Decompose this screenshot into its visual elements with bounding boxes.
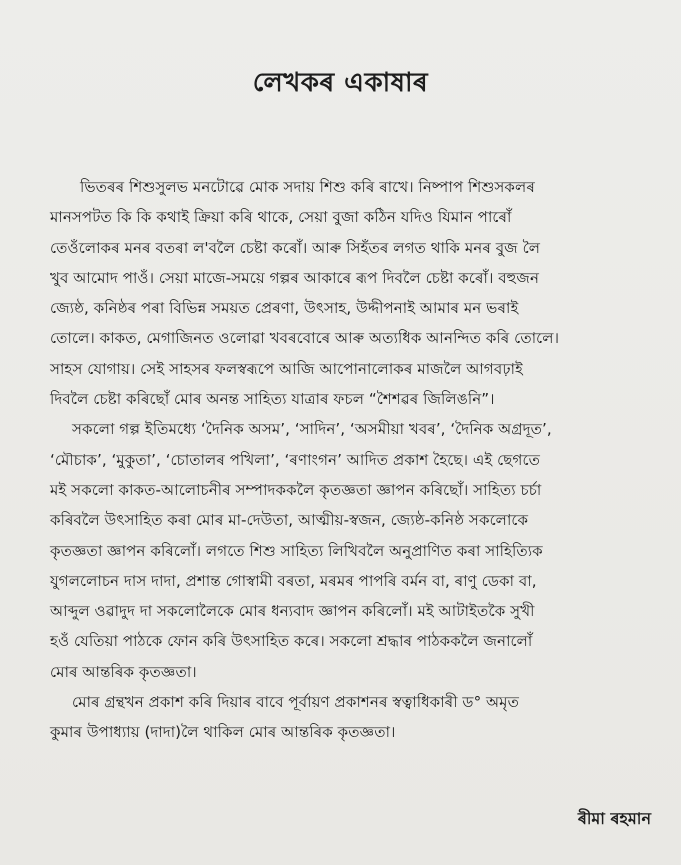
text-line: আব্দুল ওৱাদুদ দা সকলোলৈকে মোৰ ধন্যবাদ জ্ঞাপন কৰিলোঁ। মই আটাইতকৈ সুখী [50,602,535,621]
page-title: লেখকৰ একাষাৰ [252,68,429,98]
text-line: যুগললোচন দাস দাদা, প্ৰশান্ত গোস্বামী বৰতা, মৰমৰ পাপৰি বৰ্মন বা, ৰাণু ডেকা বা, [50,571,537,590]
text-line: ‘মৌচাক’, ‘মুকুতা’, ‘চোতালৰ পখিলা’, ‘ৰণাংগন’ আদিত প্ৰকাশ হৈছে। এই ছেগতে [50,450,540,469]
text-line: দিবলৈ চেষ্টা কৰিছোঁ মোৰ অনন্ত সাহিত্য যাত্ৰাৰ ফচল “শৈশৱৰ জিলিঙনি”। [50,390,495,409]
text-line: তোলে। কাকত, মেগাজিনত ওলোৱা খবৰবোৰে আৰু অত্যধিক আনন্দিত কৰি তোলে। [50,329,559,348]
text-line: মই সকলো কাকত-আলোচনীৰ সম্পাদককলৈ কৃতজ্ঞতা জ্ঞাপন কৰিছোঁ। সাহিত্য চৰ্চা [50,480,542,499]
text-line: মোৰ আন্তৰিক কৃতজ্ঞতা। [50,662,197,681]
preface-body [50,172,655,748]
text-line: খুব আমোদ পাওঁ। সেয়া মাজে-সময়ে গল্পৰ আকাৰে ৰূপ দিবলৈ চেষ্টা কৰোঁ। বহুজন [50,268,540,287]
text-line: কৃতজ্ঞতা জ্ঞাপন কৰিলোঁ। লগতে শিশু সাহিত্য লিখিবলৈ অনুপ্ৰাণিত কৰা সাহিত্যিক [50,541,543,560]
author-signature: ৰীমা ৰহমান [577,809,651,828]
text-line: জ্যেষ্ঠ, কনিষ্ঠৰ পৰা বিভিন্ন সময়ত প্ৰেৰণা, উৎসাহ, উদ্দীপনাই আমাৰ মন ভৰাই [50,299,519,318]
text-line: তেওঁলোকৰ মনৰ বতৰা ল'বলৈ চেষ্টা কৰোঁ। আৰু সিহঁতৰ লগত থাকি মনৰ বুজ লৈ [50,238,541,257]
text-line: কৰিবলৈ উৎসাহিত কৰা মোৰ মা-দেউতা, আত্মীয়-স্বজন, জ্যেষ্ঠ-কনিষ্ঠ সকলোকে [50,511,529,530]
text-line: মানসপটত কি কি কথাই ক্ৰিয়া কৰি থাকে, সেয়া বুজা কঠিন যদিও যিমান পাৰোঁ [50,208,512,227]
text-line: ভিতৰৰ শিশুসুলভ মনটোৱে মোক সদায় শিশু কৰি ৰাখে। নিষ্পাপ শিশুসকলৰ [80,178,535,196]
text-line: মোৰ গ্ৰন্থখন প্ৰকাশ কৰি দিয়াৰ বাবে পূৰ্বায়ণ প্ৰকাশনৰ স্বত্বাধিকাৰী ড° অমৃত [72,693,519,712]
text-line: সাহস যোগায়। সেই সাহসৰ ফলস্বৰূপে আজি আপোনালোকৰ মাজলৈ আগবঢ়াই [50,359,523,378]
text-line: কুমাৰ উপাধ্যায় (দাদা)লৈ থাকিল মোৰ আন্তৰিক কৃতজ্ঞতা। [50,723,396,742]
text-line: হওঁ যেতিয়া পাঠকে ফোন কৰি উৎসাহিত কৰে। সকলো শ্ৰদ্ধাৰ পাঠককলৈ জনালোঁ [50,632,533,651]
text-line: সকলো গল্প ইতিমধ্যে ‘দৈনিক অসম’, ‘সাদিন’, ‘অসমীয়া খবৰ’, ‘দৈনিক অগ্ৰদূত’, [72,420,552,439]
